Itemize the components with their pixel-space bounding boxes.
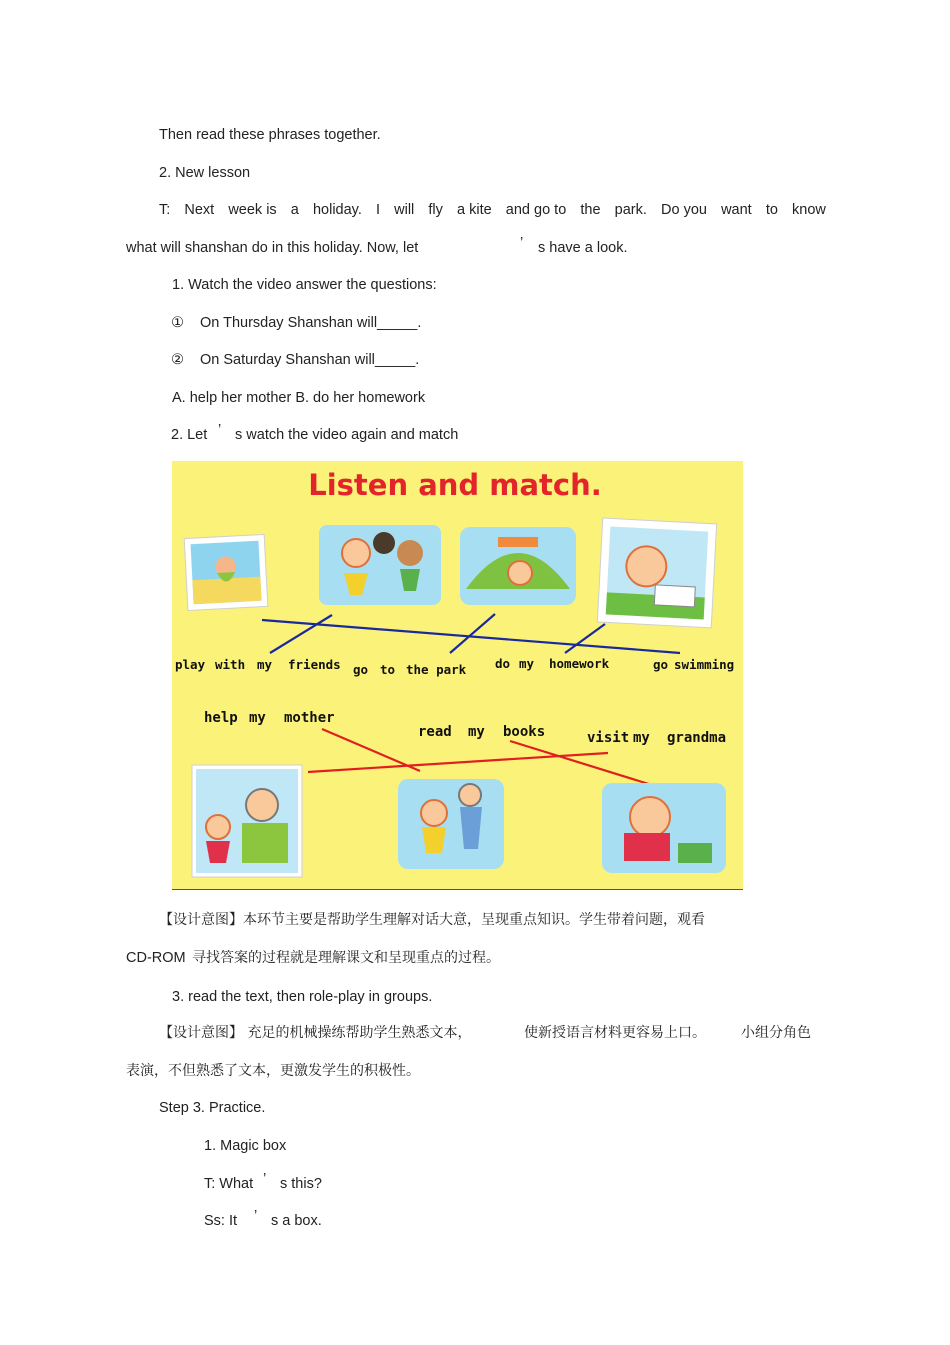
design-intent-2-part3: 小组分角色 [741,1025,811,1041]
design-intent-1-line1: 【设计意图】本环节主要是帮助学生理解对话大意，呈现重点知识。学生带着问题，观看 [159,912,705,928]
design-intent-2-part2: 使新授语言材料更容易上口。 [524,1025,706,1041]
teacher-word: park. [614,202,647,218]
teacher-word: a [290,202,299,218]
teacher-line-2b: s have a look. [538,240,628,256]
read-together-text: Then read these phrases together. [159,127,381,143]
reading-picture [602,783,726,873]
teacher-word: I [376,202,381,218]
teacher-word: the [580,202,601,218]
match-instruction-a: 2. Let [171,427,208,443]
label-play-with-my-friends: play with my friends [175,657,341,672]
question-2: On Saturday Shanshan will_____. [200,352,420,368]
label-go-to-the-park: go to the park [353,662,467,677]
teacher-word: week is [228,202,277,218]
teacher-word: want [721,202,752,218]
label-go-swimming: go swimming [653,657,735,672]
design-intent-1-line2: 寻找答案的过程就是理解课文和呈现重点的过程。 [192,950,500,966]
apostrophe: ’ [218,422,222,438]
role-play-step: 3. read the text, then role-play in groups. [172,989,433,1005]
beach-picture [184,534,268,610]
homework-picture [597,518,716,628]
teacher-word: T: [159,202,171,218]
design-intent-2-line2: 表演，不但熟悉了文本，更激发学生的积极性。 [126,1063,420,1079]
grandma-picture [192,765,302,877]
teacher-word: holiday. [312,202,362,218]
design-intent-2-part1: 【设计意图】 充足的机械操练帮助学生熟悉文本， [159,1025,472,1041]
figure-title: Listen and match. [308,468,602,502]
cd-rom-text: CD-ROM [126,950,186,966]
label-help-my-mother: help my mother [204,710,335,726]
mother-picture [398,779,504,869]
student-answer-a: Ss: It [204,1213,238,1229]
teacher-word: fly [428,202,443,218]
teacher-question-b: s this? [280,1176,322,1192]
teacher-word: will [394,202,415,218]
figure-bottom-rule [172,889,743,890]
teacher-question-a: T: What [204,1176,254,1192]
teacher-word: Next [184,202,215,218]
questions-heading: 1. Watch the video answer the questions: [172,277,437,293]
question-1: On Thursday Shanshan will_____. [200,315,422,331]
listen-and-match-figure [172,461,743,889]
answer-options: A. help her mother B. do her homework [172,390,426,406]
teacher-word: Do you [661,202,707,218]
label-do-my-homework: do my homework [495,656,610,671]
label-visit-my-grandma: visit my grandma [587,730,727,746]
new-lesson-heading: 2. New lesson [159,165,251,181]
friends-picture [319,525,441,605]
q1-mark: ① [171,315,184,331]
teacher-word: to [765,202,778,218]
teacher-word: and go to [505,202,567,218]
match-instruction-b: s watch the video again and match [235,427,459,443]
q2-mark: ② [171,352,184,368]
apostrophe: ’ [263,1171,267,1187]
magic-box-item: 1. Magic box [204,1138,287,1154]
teacher-word: a kite [457,202,492,218]
practice-step: Step 3. Practice. [159,1100,266,1116]
student-answer-b: s a box. [271,1213,322,1229]
teacher-word: know [792,202,826,218]
apostrophe: ’ [254,1208,258,1224]
teacher-line-1 [159,201,826,219]
teacher-line-2a: what will shanshan do in this holiday. Now, let [126,240,419,256]
park-picture [460,527,576,605]
label-read-my-books: read my books [418,724,546,740]
apostrophe: ’ [520,235,524,251]
